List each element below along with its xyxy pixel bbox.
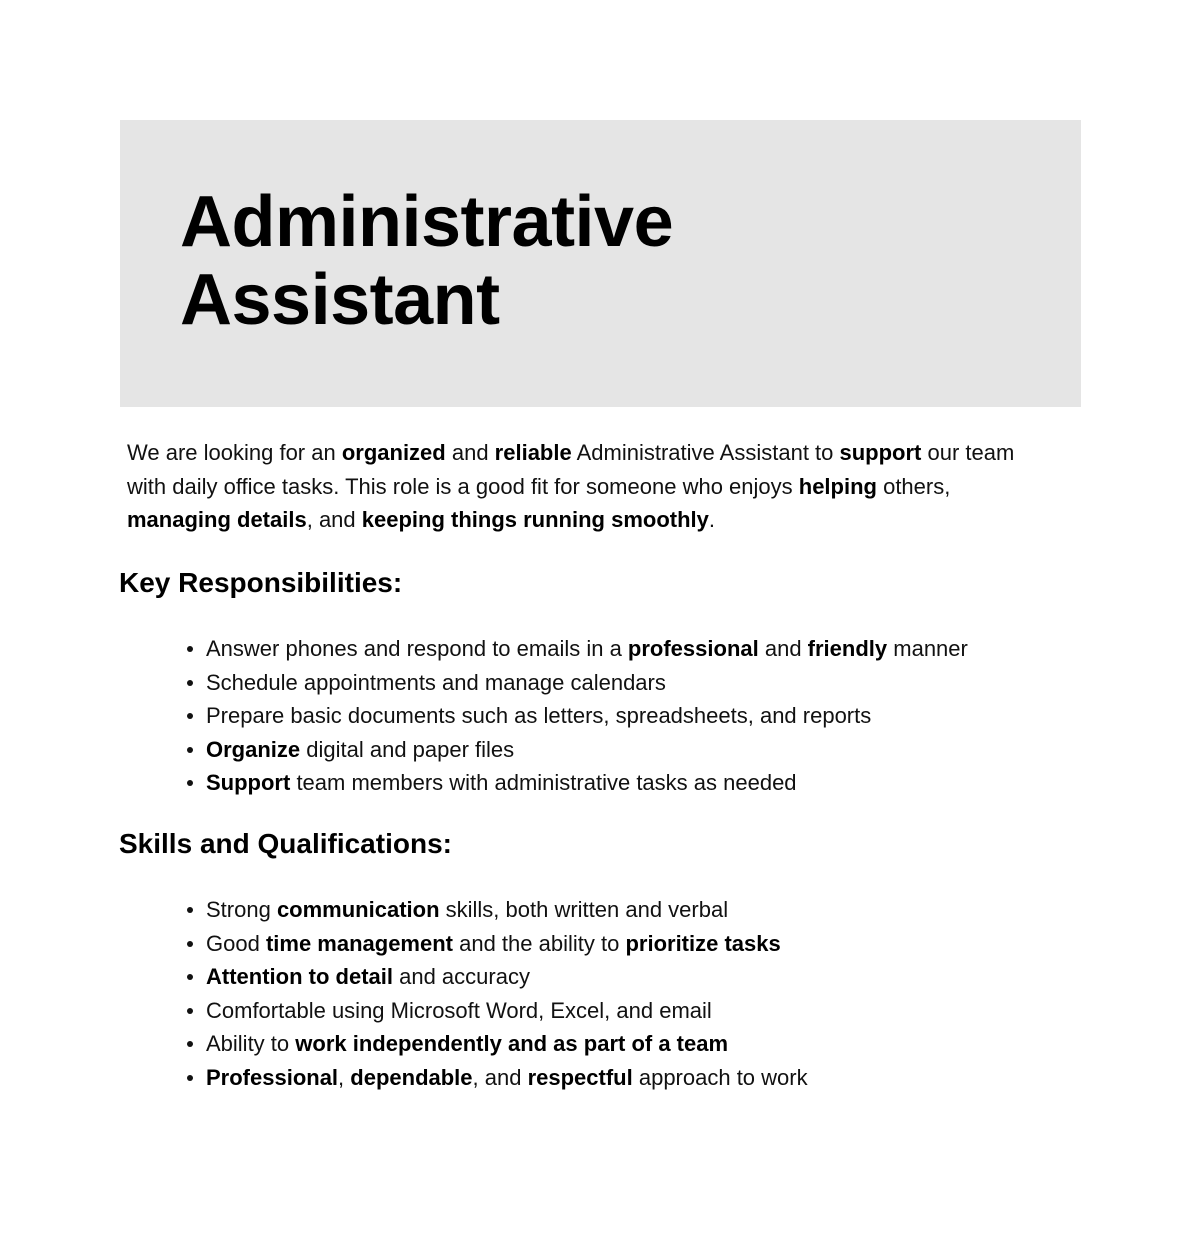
bold-text: organized bbox=[341, 440, 446, 465]
text-run: Strong bbox=[206, 897, 277, 922]
text-run: . bbox=[708, 507, 716, 532]
text-run: others, bbox=[876, 473, 951, 499]
bold-text: respectful bbox=[527, 1064, 633, 1090]
responsibilities-heading: Key Responsibilities: bbox=[119, 567, 403, 598]
bold-text: managing details bbox=[127, 507, 307, 532]
text-run: Administrative Assistant to bbox=[571, 440, 840, 465]
text-run: skills, both written and verbal bbox=[439, 897, 729, 922]
list-item bbox=[206, 1027, 808, 1061]
bullet-icon bbox=[187, 780, 193, 786]
title-line-2: Assistant bbox=[180, 260, 500, 340]
title-line-1: Administrative bbox=[180, 182, 674, 262]
list-item bbox=[206, 632, 968, 666]
text-run: Good bbox=[206, 930, 266, 956]
list-item bbox=[206, 1061, 808, 1095]
text-run: , bbox=[338, 1064, 351, 1090]
text-run: and the ability to bbox=[453, 930, 626, 956]
bold-text: communication bbox=[276, 897, 440, 922]
text-run: Prepare basic documents such as letters, spreadsheets, and reports bbox=[206, 703, 872, 728]
text-run: and accuracy bbox=[392, 964, 530, 989]
bullet-icon bbox=[187, 747, 193, 753]
list-item bbox=[206, 666, 968, 700]
bullet-icon bbox=[187, 907, 193, 913]
text-run: and bbox=[758, 636, 808, 661]
bullet-icon bbox=[187, 680, 193, 686]
skills-heading: Skills and Qualifications: bbox=[119, 828, 452, 859]
text-run: approach to work bbox=[632, 1064, 808, 1090]
text-run: , and bbox=[472, 1064, 528, 1090]
text-run: Schedule appointments and manage calendars bbox=[206, 669, 666, 695]
list-item bbox=[206, 994, 808, 1028]
bullet-icon bbox=[187, 646, 193, 652]
text-run: team members with administrative tasks as needed bbox=[290, 770, 797, 795]
bullet-icon bbox=[187, 941, 193, 947]
bullet-icon bbox=[187, 713, 193, 719]
page-title bbox=[180, 183, 673, 339]
skills-list bbox=[206, 893, 808, 1094]
bold-text: helping bbox=[798, 473, 877, 499]
text-run: manner bbox=[887, 636, 968, 661]
list-item bbox=[206, 733, 968, 767]
bold-text: Organize bbox=[206, 736, 301, 762]
list-item bbox=[206, 699, 968, 733]
bold-text: work independently and as part of a team bbox=[295, 1031, 729, 1056]
text-run: Answer phones and respond to emails in a bbox=[206, 636, 628, 661]
list-item bbox=[206, 893, 808, 927]
intro-paragraph bbox=[127, 436, 1057, 537]
bold-text: dependable bbox=[350, 1064, 473, 1090]
bold-text: prioritize tasks bbox=[625, 930, 781, 956]
bold-text: Professional bbox=[206, 1064, 339, 1090]
bold-text: Support bbox=[206, 770, 291, 795]
list-item bbox=[206, 927, 808, 961]
text-run: our team with daily office tasks. This role is a good fit for someone who enjoys bbox=[127, 440, 1015, 499]
text-run: Comfortable using Microsoft Word, Excel, and email bbox=[206, 997, 712, 1023]
bold-text: reliable bbox=[494, 440, 572, 465]
text-run: Ability to bbox=[206, 1031, 296, 1056]
bold-text: support bbox=[839, 440, 922, 465]
bullet-icon bbox=[187, 1008, 193, 1014]
bold-text: friendly bbox=[807, 636, 888, 661]
bold-text: Attention to detail bbox=[206, 964, 393, 989]
responsibilities-list bbox=[206, 632, 968, 800]
text-run: We are looking for an bbox=[127, 440, 342, 465]
bullet-icon bbox=[187, 1041, 193, 1047]
bold-text: time management bbox=[265, 930, 453, 956]
text-run: , and bbox=[306, 507, 362, 532]
bullet-icon bbox=[187, 1075, 193, 1081]
list-item bbox=[206, 960, 808, 994]
list-item bbox=[206, 766, 968, 800]
bold-text: keeping things running smoothly bbox=[361, 507, 709, 532]
bullet-icon bbox=[187, 974, 193, 980]
bold-text: professional bbox=[627, 636, 759, 661]
text-run: digital and paper files bbox=[300, 736, 515, 762]
text-run: and bbox=[445, 440, 495, 465]
